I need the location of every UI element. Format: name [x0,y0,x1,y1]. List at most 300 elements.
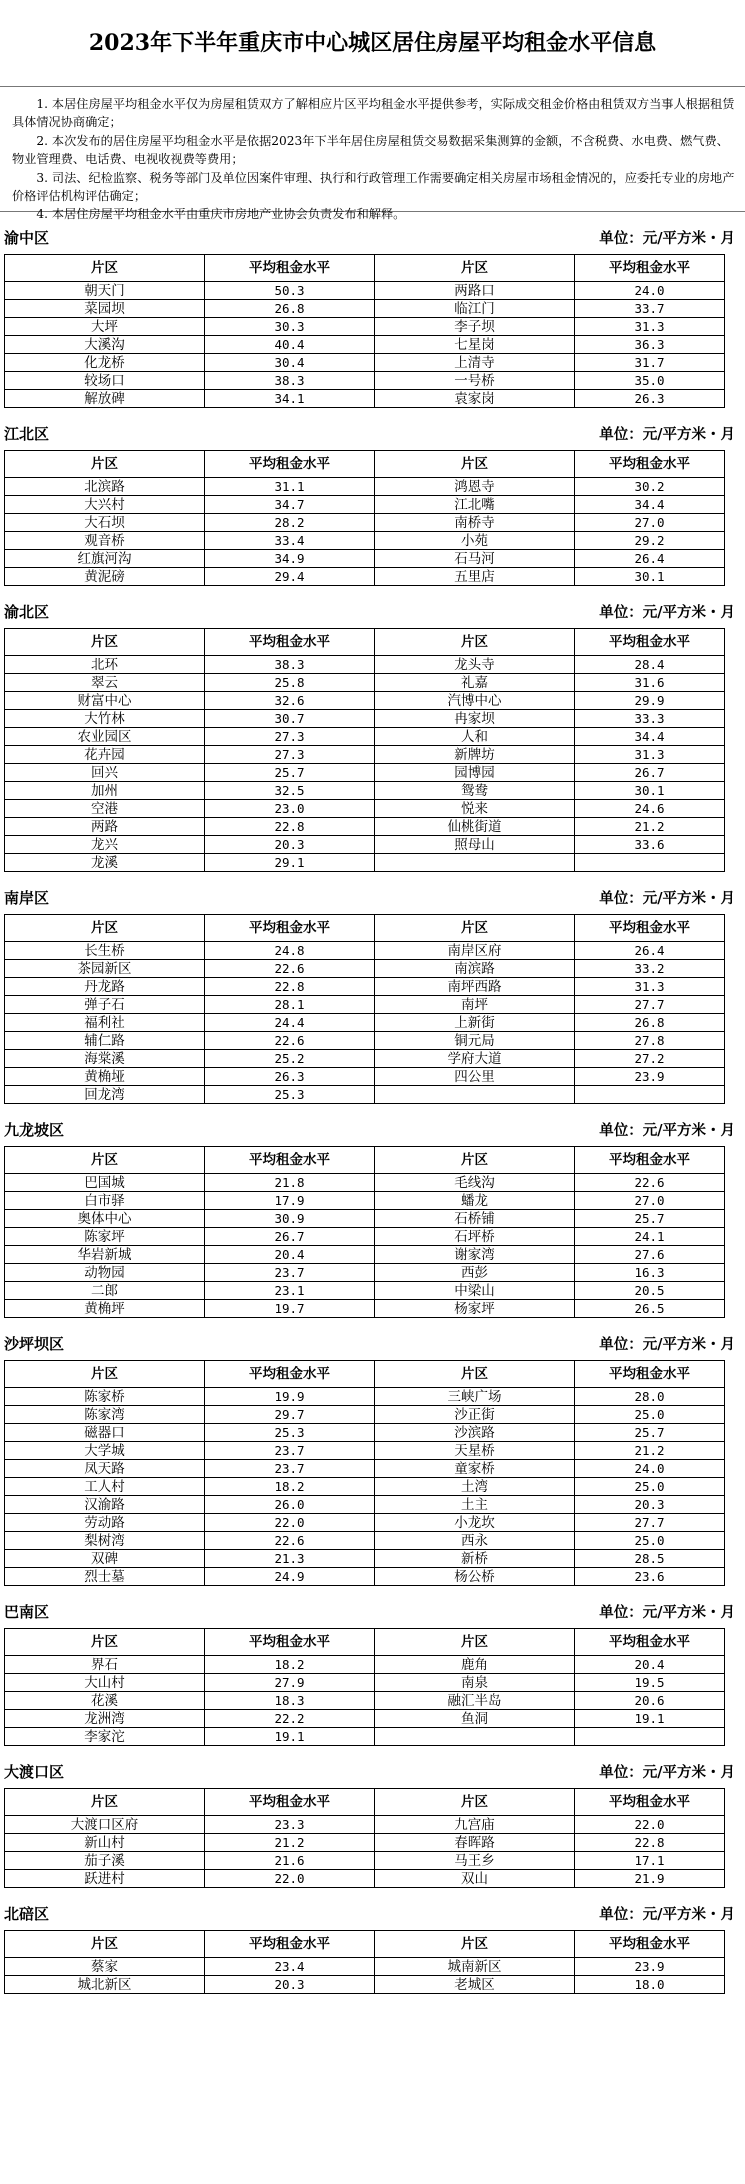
table-row [5,1514,725,1532]
rent-value-cell: 31.7 [575,354,725,372]
rent-value-cell: 22.6 [575,1174,725,1192]
column-header: 平均租金水平 [575,1361,725,1388]
area-name-cell: 农业园区 [5,728,205,746]
rent-value-cell: 22.6 [205,960,375,978]
table-row [5,390,725,408]
rent-value-cell: 24.6 [575,800,725,818]
table-row [5,1870,725,1888]
area-name-cell: 汉渝路 [5,1496,205,1514]
district-header [0,1104,745,1146]
table-row [5,550,725,568]
area-name-cell: 鱼洞 [375,1710,575,1728]
area-name-cell: 四公里 [375,1068,575,1086]
table-row [5,996,725,1014]
area-name-cell: 鸿恩寺 [375,478,575,496]
note-2: 2. 本次发布的居住房屋平均租金水平是依据2023年下半年居住房屋租赁交易数据采集测算的金额，不含税费、水电费、燃气费、物业管理费、电话费、电视收视费等费用； [12,133,729,167]
table-row [5,764,725,782]
area-name-cell: 翠云 [5,674,205,692]
table-row [5,656,725,674]
area-name-cell: 烈士墓 [5,1568,205,1586]
rent-value-cell: 28.0 [575,1388,725,1406]
rent-value-cell: 33.7 [575,300,725,318]
area-name-cell: 五里店 [375,568,575,586]
area-name-cell: 中梁山 [375,1282,575,1300]
rent-value-cell: 38.3 [205,372,375,390]
page-title: 2023年下半年重庆市中心城区居住房屋平均租金水平信息 [88,30,657,56]
table-row [5,1282,725,1300]
area-name-cell: 凤天路 [5,1460,205,1478]
rent-value-cell: 22.8 [205,818,375,836]
table-header-row [5,1789,725,1816]
rent-value-cell: 27.0 [575,514,725,532]
area-name-cell: 大石坝 [5,514,205,532]
rent-value-cell: 25.7 [575,1210,725,1228]
area-name-cell: 沙滨路 [375,1424,575,1442]
table-header-row [5,1629,725,1656]
area-name-cell: 土湾 [375,1478,575,1496]
rent-value-cell: 26.7 [205,1228,375,1246]
table-row [5,746,725,764]
table-row [5,978,725,996]
rent-value-cell: 23.7 [205,1264,375,1282]
column-header: 片区 [375,451,575,478]
area-name-cell: 黄桷坪 [5,1300,205,1318]
rent-value-cell: 25.0 [575,1478,725,1496]
area-name-cell: 财富中心 [5,692,205,710]
rent-value-cell: 36.3 [575,336,725,354]
rent-value-cell: 28.4 [575,656,725,674]
rent-value-cell: 27.8 [575,1032,725,1050]
table-row [5,1550,725,1568]
rent-value-cell: 31.3 [575,978,725,996]
table-row [5,1728,725,1746]
area-name-cell: 临江门 [375,300,575,318]
area-name-cell: 南岸区府 [375,942,575,960]
rent-value-cell: 29.1 [205,854,375,872]
district-name: 渝北区 [4,603,50,621]
rent-value-cell: 22.0 [575,1816,725,1834]
area-name-cell: 两路 [5,818,205,836]
area-name-cell: 大竹林 [5,710,205,728]
column-header: 片区 [375,1629,575,1656]
area-name-cell: 巴国城 [5,1174,205,1192]
unit-label: 单位：元/平方米・月 [599,890,735,907]
district-sections [0,212,745,1994]
column-header: 平均租金水平 [205,1789,375,1816]
district-name: 九龙坡区 [4,1121,65,1139]
table-row [5,300,725,318]
table-row [5,960,725,978]
rent-value-cell: 20.4 [205,1246,375,1264]
rent-value-cell: 28.1 [205,996,375,1014]
rent-value-cell: 21.2 [575,818,725,836]
area-name-cell: 学府大道 [375,1050,575,1068]
column-header: 平均租金水平 [205,915,375,942]
column-header: 片区 [5,451,205,478]
note-3: 3. 司法、纪检监察、税务等部门及单位因案件审理、执行和行政管理工作需要确定相关房屋市场租金情况的，应委托专业的房地产价格评估机构评估确定； [12,170,735,204]
area-name-cell: 加州 [5,782,205,800]
area-name-cell: 鹿角 [375,1656,575,1674]
area-name-cell: 马王乡 [375,1852,575,1870]
rent-value-cell: 22.6 [205,1032,375,1050]
table-row [5,1692,725,1710]
rent-value-cell: 22.0 [205,1870,375,1888]
rent-value-cell: 22.8 [575,1834,725,1852]
rent-value-cell: 26.4 [575,942,725,960]
area-name-cell: 梨树湾 [5,1532,205,1550]
table-row [5,478,725,496]
area-name-cell: 石桥铺 [375,1210,575,1228]
rent-value-cell: 20.3 [205,1976,375,1994]
area-name-cell: 小龙坎 [375,1514,575,1532]
area-name-cell: 西永 [375,1532,575,1550]
table-row [5,1976,725,1994]
table-row [5,532,725,550]
rent-value-cell: 30.9 [205,1210,375,1228]
rent-value-cell: 17.1 [575,1852,725,1870]
rent-value-cell: 20.3 [575,1496,725,1514]
table-row [5,1264,725,1282]
area-name-cell: 沙正街 [375,1406,575,1424]
column-header: 片区 [5,1789,205,1816]
district-name: 南岸区 [4,889,50,907]
rent-value-cell: 26.0 [205,1496,375,1514]
table-row [5,372,725,390]
area-name-cell: 回龙湾 [5,1086,205,1104]
rent-value-cell: 34.7 [205,496,375,514]
area-name-cell: 长生桥 [5,942,205,960]
district-header [0,408,745,450]
area-name-cell: 北滨路 [5,478,205,496]
table-row [5,854,725,872]
column-header: 平均租金水平 [575,629,725,656]
column-header: 片区 [5,1931,205,1958]
table-row [5,692,725,710]
table-row [5,1496,725,1514]
area-name-cell: 袁家岗 [375,390,575,408]
area-name-cell: 南坪 [375,996,575,1014]
rent-value-cell: 22.8 [205,978,375,996]
area-name-cell: 大山村 [5,1674,205,1692]
area-name-cell: 一号桥 [375,372,575,390]
rent-value-cell: 23.7 [205,1460,375,1478]
table-header-row [5,255,725,282]
area-name-cell: 上清寺 [375,354,575,372]
rent-value-cell: 30.1 [575,782,725,800]
table-header-row [5,1147,725,1174]
area-name-cell: 丹龙路 [5,978,205,996]
district-name: 北碚区 [4,1905,50,1923]
column-header: 片区 [5,1361,205,1388]
rent-value-cell: 19.1 [575,1710,725,1728]
district-header [0,1586,745,1628]
column-header: 平均租金水平 [205,1629,375,1656]
rent-value-cell: 50.3 [205,282,375,300]
area-name-cell: 龙洲湾 [5,1710,205,1728]
table-row [5,800,725,818]
area-name-cell: 花溪 [5,1692,205,1710]
rent-value-cell: 26.4 [575,550,725,568]
rent-value-cell: 26.3 [205,1068,375,1086]
rent-value-cell: 28.5 [575,1550,725,1568]
rent-table [4,450,725,586]
rent-table [4,628,725,872]
area-name-cell: 大兴村 [5,496,205,514]
rent-value-cell: 31.6 [575,674,725,692]
rent-value-cell: 23.1 [205,1282,375,1300]
rent-value-cell: 29.7 [205,1406,375,1424]
area-name-cell: 弹子石 [5,996,205,1014]
rent-value-cell: 35.0 [575,372,725,390]
rent-value-cell: 21.2 [575,1442,725,1460]
rent-value-cell: 29.4 [205,568,375,586]
rent-table [4,1788,725,1888]
column-header: 平均租金水平 [575,915,725,942]
rent-value-cell: 23.7 [205,1442,375,1460]
rent-value-cell: 40.4 [205,336,375,354]
rent-value-cell: 23.0 [205,800,375,818]
rent-value-cell: 27.3 [205,728,375,746]
rent-value-cell: 25.7 [205,764,375,782]
area-name-cell [375,1086,575,1104]
area-name-cell: 空港 [5,800,205,818]
rent-value-cell: 21.9 [575,1870,725,1888]
area-name-cell: 杨家坪 [375,1300,575,1318]
column-header: 平均租金水平 [575,451,725,478]
table-row [5,1532,725,1550]
note-4: 4. 本居住房屋平均租金水平由重庆市房地产业协会负责发布和解释。 [36,207,406,222]
table-row [5,336,725,354]
area-name-cell: 上新街 [375,1014,575,1032]
district-header [0,586,745,628]
rent-value-cell: 28.2 [205,514,375,532]
column-header: 片区 [5,1147,205,1174]
unit-label: 单位：元/平方米・月 [599,426,735,443]
rent-value-cell: 26.8 [575,1014,725,1032]
rent-value-cell: 21.2 [205,1834,375,1852]
unit-label: 单位：元/平方米・月 [599,1604,735,1621]
area-name-cell: 三峡广场 [375,1388,575,1406]
table-row [5,1852,725,1870]
column-header: 平均租金水平 [205,1147,375,1174]
rent-value-cell [575,854,725,872]
rent-value-cell: 20.4 [575,1656,725,1674]
rent-value-cell: 31.1 [205,478,375,496]
rent-value-cell: 26.3 [575,390,725,408]
rent-value-cell: 25.3 [205,1424,375,1442]
column-header: 片区 [375,1789,575,1816]
rent-value-cell: 22.6 [205,1532,375,1550]
rent-value-cell: 34.4 [575,496,725,514]
area-name-cell: 劳动路 [5,1514,205,1532]
area-name-cell: 石坪桥 [375,1228,575,1246]
area-name-cell: 福利社 [5,1014,205,1032]
unit-label: 单位：元/平方米・月 [599,1764,735,1781]
rent-table [4,1146,725,1318]
area-name-cell: 南坪西路 [375,978,575,996]
rent-table [4,254,725,408]
table-row [5,728,725,746]
area-name-cell: 南泉 [375,1674,575,1692]
table-row [5,1388,725,1406]
rent-table [4,1930,725,1994]
rent-value-cell: 30.4 [205,354,375,372]
area-name-cell: 新桥 [375,1550,575,1568]
unit-label: 单位：元/平方米・月 [599,604,735,621]
column-header: 片区 [375,1147,575,1174]
rent-value-cell: 27.6 [575,1246,725,1264]
area-name-cell: 悦来 [375,800,575,818]
area-name-cell: 蔡家 [5,1958,205,1976]
rent-value-cell: 18.2 [205,1478,375,1496]
table-row [5,1442,725,1460]
area-name-cell: 茶园新区 [5,960,205,978]
area-name-cell: 化龙桥 [5,354,205,372]
rent-value-cell: 30.7 [205,710,375,728]
area-name-cell: 白市驿 [5,1192,205,1210]
unit-label: 单位：元/平方米・月 [599,1906,735,1923]
area-name-cell: 海棠溪 [5,1050,205,1068]
rent-value-cell: 34.1 [205,390,375,408]
area-name-cell: 九宫庙 [375,1816,575,1834]
column-header: 片区 [375,1361,575,1388]
area-name-cell: 龙头寺 [375,656,575,674]
area-name-cell: 蟠龙 [375,1192,575,1210]
column-header: 平均租金水平 [575,1789,725,1816]
area-name-cell: 动物园 [5,1264,205,1282]
area-name-cell: 双山 [375,1870,575,1888]
table-row [5,1674,725,1692]
rent-value-cell: 31.3 [575,318,725,336]
area-name-cell: 回兴 [5,764,205,782]
area-name-cell: 大渡口区府 [5,1816,205,1834]
rent-value-cell: 30.3 [205,318,375,336]
unit-label: 单位：元/平方米・月 [599,1122,735,1139]
table-row [5,1406,725,1424]
rent-value-cell: 20.3 [205,836,375,854]
table-header-row [5,629,725,656]
rent-value-cell: 27.9 [205,1674,375,1692]
table-header-row [5,1361,725,1388]
rent-table [4,914,725,1104]
rent-value-cell: 38.3 [205,656,375,674]
district-header [0,1746,745,1788]
rent-value-cell [575,1086,725,1104]
rent-value-cell: 20.5 [575,1282,725,1300]
table-header-row [5,451,725,478]
area-name-cell [375,854,575,872]
rent-table [4,1360,725,1586]
rent-value-cell: 34.4 [575,728,725,746]
area-name-cell: 老城区 [375,1976,575,1994]
rent-value-cell: 25.0 [575,1406,725,1424]
unit-label: 单位：元/平方米・月 [599,230,735,247]
rent-value-cell: 19.5 [575,1674,725,1692]
table-row [5,1478,725,1496]
area-name-cell: 解放碑 [5,390,205,408]
rent-value-cell: 31.3 [575,746,725,764]
column-header: 片区 [375,915,575,942]
area-name-cell: 新山村 [5,1834,205,1852]
area-name-cell: 工人村 [5,1478,205,1496]
rent-value-cell: 23.6 [575,1568,725,1586]
area-name-cell: 华岩新城 [5,1246,205,1264]
column-header: 片区 [375,255,575,282]
rent-value-cell: 19.9 [205,1388,375,1406]
table-row [5,1568,725,1586]
column-header: 平均租金水平 [575,1931,725,1958]
area-name-cell: 红旗河沟 [5,550,205,568]
column-header: 片区 [5,255,205,282]
column-header: 平均租金水平 [575,1629,725,1656]
area-name-cell: 童家桥 [375,1460,575,1478]
rent-value-cell: 27.7 [575,1514,725,1532]
area-name-cell: 跃进村 [5,1870,205,1888]
area-name-cell: 铜元局 [375,1032,575,1050]
rent-value-cell: 21.3 [205,1550,375,1568]
table-row [5,496,725,514]
area-name-cell: 土主 [375,1496,575,1514]
rent-value-cell: 25.7 [575,1424,725,1442]
rent-value-cell: 23.9 [575,1958,725,1976]
table-row [5,836,725,854]
rent-value-cell: 25.8 [205,674,375,692]
rent-value-cell: 34.9 [205,550,375,568]
area-name-cell: 大学城 [5,1442,205,1460]
rent-value-cell: 32.5 [205,782,375,800]
area-name-cell: 奥体中心 [5,1210,205,1228]
area-name-cell: 杨公桥 [375,1568,575,1586]
area-name-cell: 人和 [375,728,575,746]
area-name-cell: 龙溪 [5,854,205,872]
area-name-cell: 磁器口 [5,1424,205,1442]
rent-value-cell: 30.2 [575,478,725,496]
rent-value-cell: 21.8 [205,1174,375,1192]
table-row [5,1834,725,1852]
table-row [5,1656,725,1674]
unit-label: 单位：元/平方米・月 [599,1336,735,1353]
note-1: 1. 本居住房屋平均租金水平仅为房屋租赁双方了解相应片区平均租金水平提供参考，实际成交租金价格由租赁双方当事人根据租赁具体情况协商确定； [12,97,735,130]
area-name-cell: 陈家湾 [5,1406,205,1424]
area-name-cell: 照母山 [375,836,575,854]
rent-value-cell: 24.8 [205,942,375,960]
table-row [5,1958,725,1976]
table-row [5,1032,725,1050]
area-name-cell: 七星岗 [375,336,575,354]
rent-value-cell: 29.9 [575,692,725,710]
table-row [5,782,725,800]
table-row [5,514,725,532]
column-header: 平均租金水平 [575,1147,725,1174]
rent-value-cell: 21.6 [205,1852,375,1870]
table-row [5,1014,725,1032]
area-name-cell: 石马河 [375,550,575,568]
rent-value-cell: 25.2 [205,1050,375,1068]
area-name-cell: 朝天门 [5,282,205,300]
area-name-cell: 城南新区 [375,1958,575,1976]
rent-value-cell: 18.3 [205,1692,375,1710]
rent-value-cell: 16.3 [575,1264,725,1282]
district-header [0,1318,745,1360]
rent-value-cell: 27.2 [575,1050,725,1068]
rent-value-cell: 24.9 [205,1568,375,1586]
area-name-cell: 江北嘴 [375,496,575,514]
area-name-cell: 菜园坝 [5,300,205,318]
table-row [5,1174,725,1192]
area-name-cell: 冉家坝 [375,710,575,728]
rent-value-cell: 26.5 [575,1300,725,1318]
area-name-cell: 黄桷垭 [5,1068,205,1086]
